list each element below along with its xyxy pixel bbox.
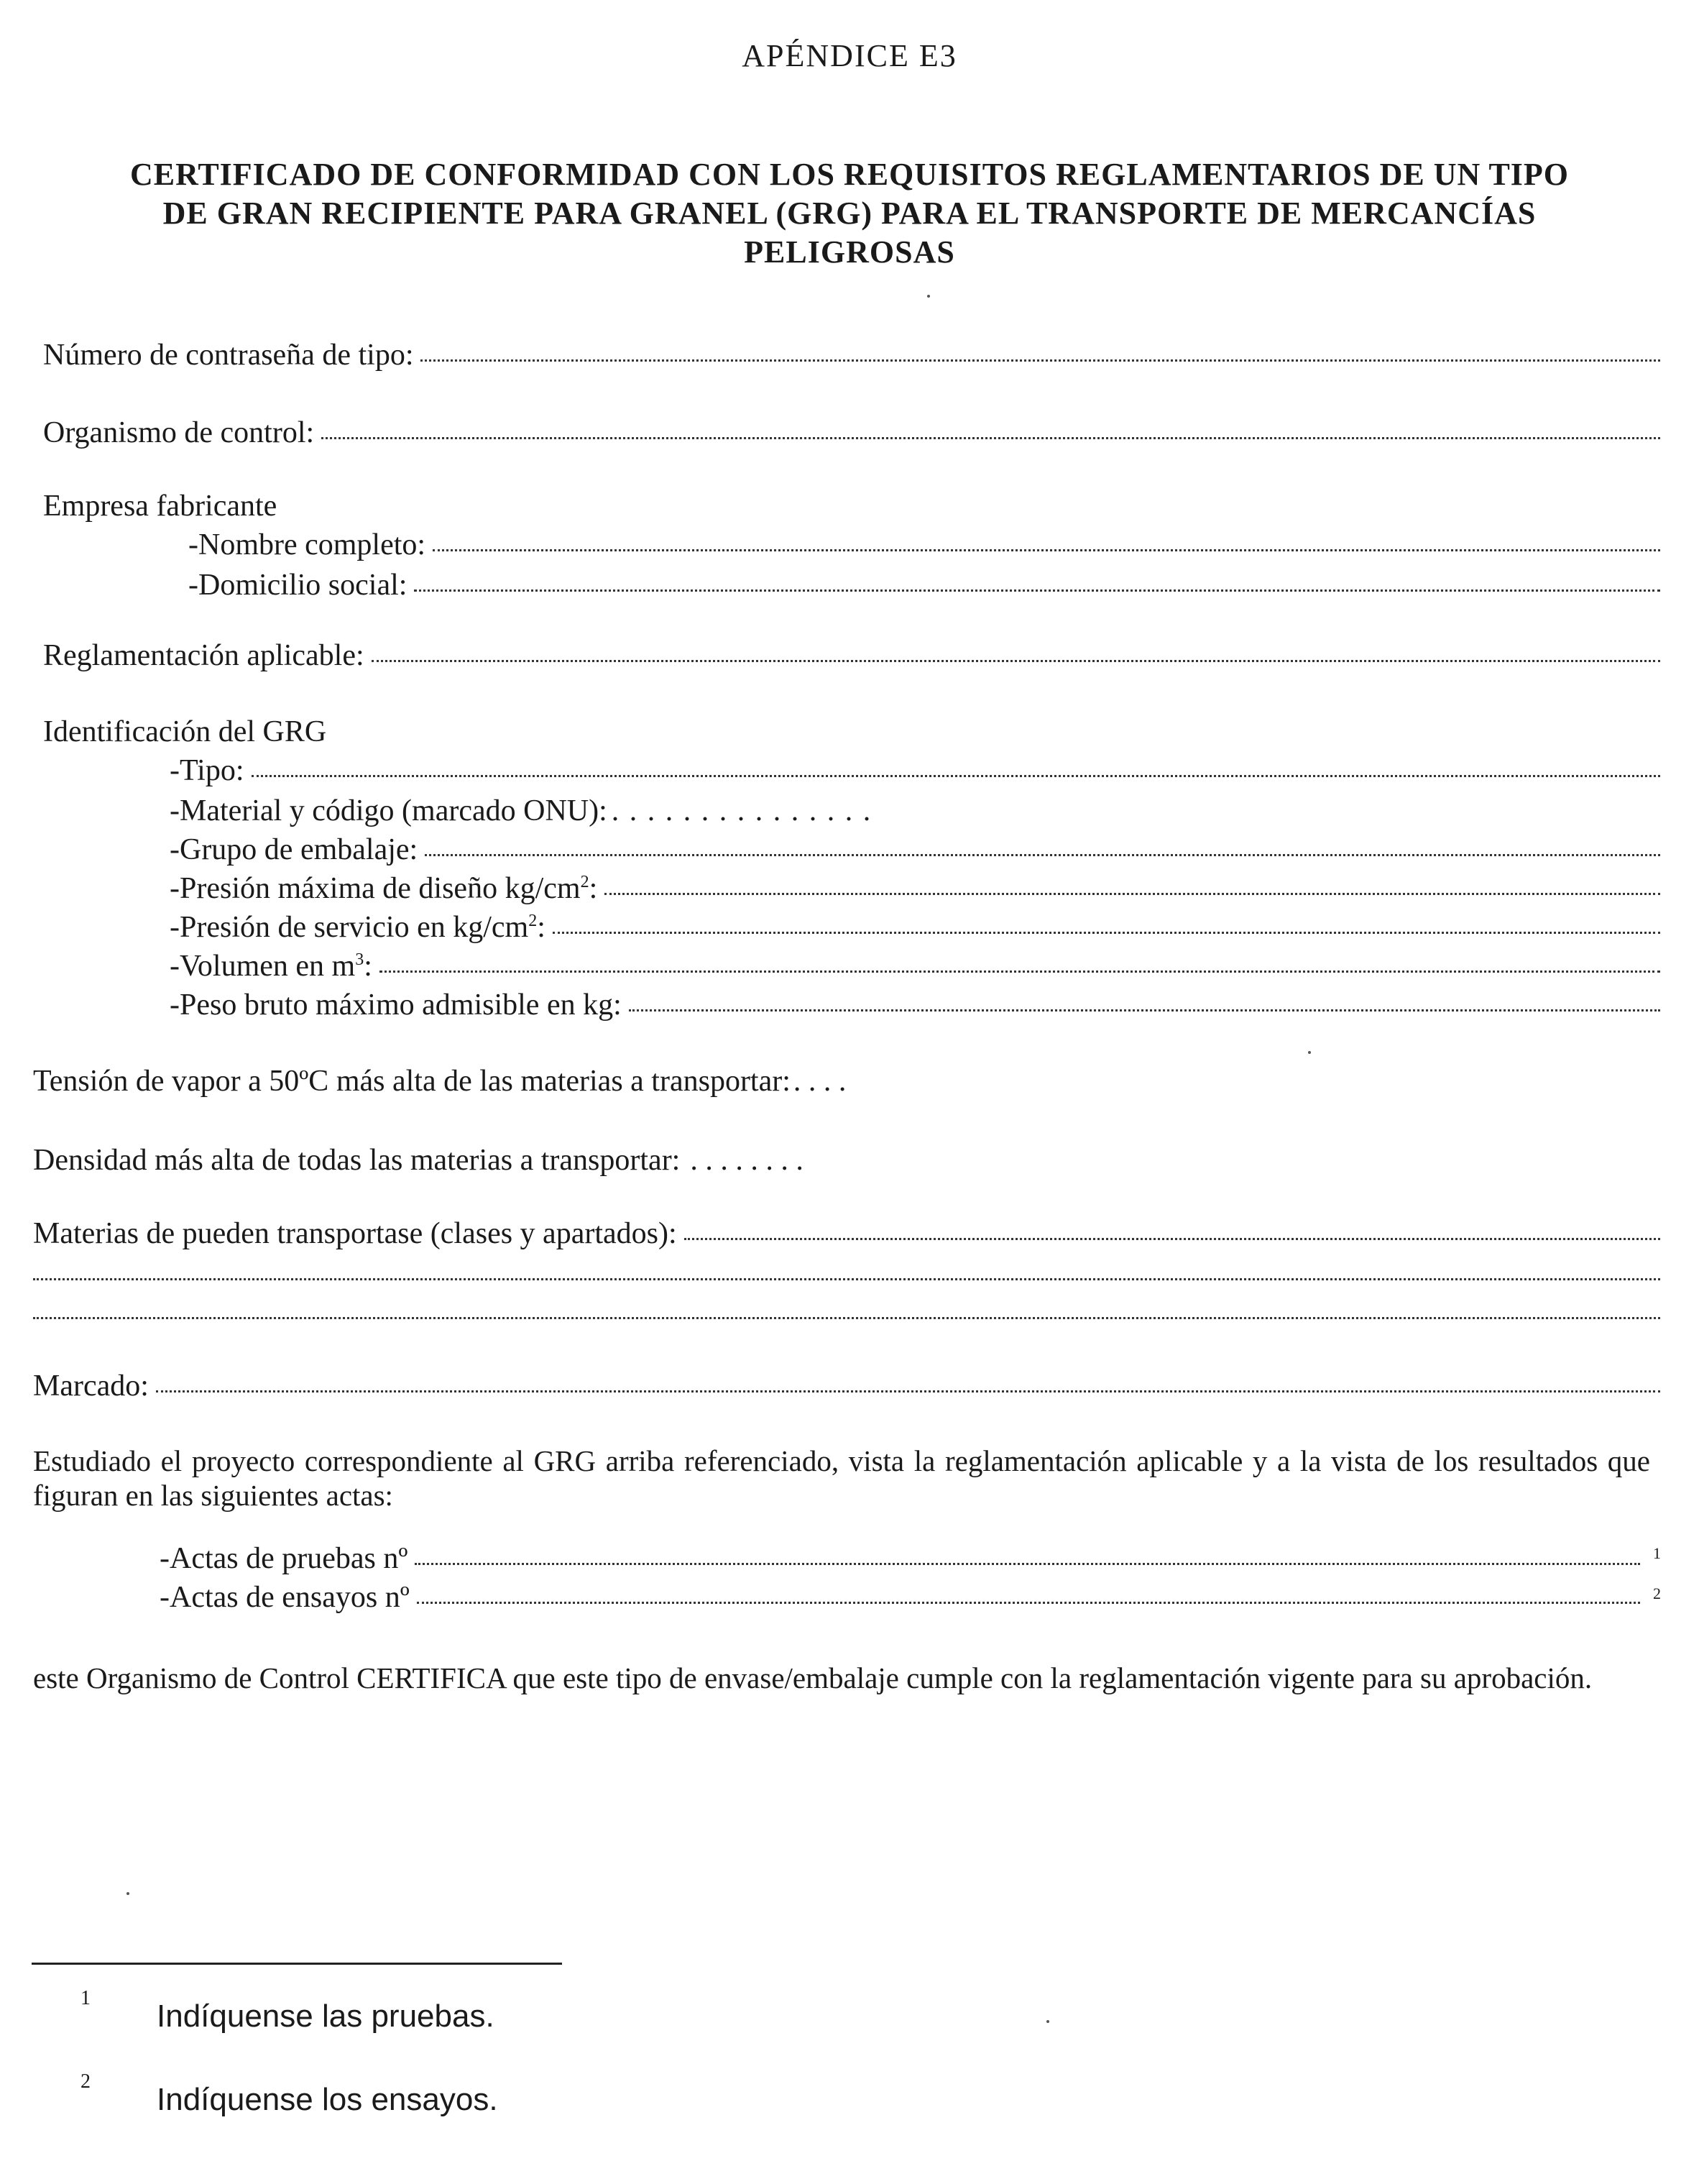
identificacion-grg-heading: Identificación del GRG bbox=[43, 715, 327, 748]
dotted-fill-line bbox=[414, 589, 1660, 592]
field-label: -Tipo: bbox=[170, 754, 244, 787]
title-line-2: DE GRAN RECIPIENTE PARA GRANEL (GRG) PARA EL TRANSPORTE DE MERCANCÍAS bbox=[162, 196, 1537, 231]
field-label: Organismo de control: bbox=[43, 416, 315, 449]
footnote-text-2: Indíquense los ensayos. bbox=[157, 2082, 498, 2117]
field-domicilio-social[interactable] bbox=[188, 568, 1660, 602]
field-reglamentacion[interactable] bbox=[43, 638, 1660, 673]
footnote-number-2: 2 bbox=[80, 2070, 91, 2093]
field-tension-vapor[interactable] bbox=[33, 1064, 846, 1098]
field-grupo-embalaje[interactable] bbox=[170, 832, 1660, 867]
empresa-fabricante-heading: Empresa fabricante bbox=[43, 490, 277, 523]
dotted-fill-line bbox=[629, 1009, 1660, 1011]
field-volumen[interactable] bbox=[170, 949, 1660, 983]
field-label: -Presión máxima de diseño $kg/cm^2$: bbox=[170, 872, 598, 905]
field-nombre-completo[interactable] bbox=[188, 528, 1660, 562]
dotted-fill-line: . . . . bbox=[793, 1065, 847, 1098]
field-marcado[interactable] bbox=[33, 1369, 1660, 1403]
field-label: -Grupo de embalaje: bbox=[170, 833, 418, 866]
field-peso-bruto[interactable] bbox=[170, 988, 1660, 1022]
footnote-number-1: 1 bbox=[80, 1987, 91, 2009]
dotted-fill-line: . . . . . . . . . . . . . . . bbox=[611, 794, 872, 827]
dotted-fill-line: . . . . . . . . bbox=[690, 1144, 804, 1177]
title-line-3: PELIGROSAS bbox=[744, 234, 955, 270]
dotted-fill-line bbox=[321, 437, 1660, 439]
field-label: -Presión de servicio en $kg/cm^2$: bbox=[170, 911, 545, 944]
field-organismo-control[interactable] bbox=[43, 416, 1660, 450]
field-label: -Actas de ensayos nº bbox=[160, 1581, 410, 1614]
scan-speck bbox=[927, 295, 930, 298]
dotted-fill-line bbox=[425, 854, 1660, 856]
dotted-fill-line bbox=[684, 1238, 1660, 1240]
field-label: Número de contraseña de tipo: bbox=[43, 339, 414, 372]
footnote-ref-2: 2 bbox=[1653, 1584, 1661, 1602]
field-label: Tensión de vapor a 50ºC más alta de las materias a transportar: bbox=[33, 1065, 791, 1098]
field-label: -Domicilio social: bbox=[188, 569, 408, 602]
field-label: -Actas de pruebas nº bbox=[160, 1542, 408, 1575]
field-densidad[interactable] bbox=[33, 1143, 804, 1178]
field-label: Densidad más alta de todas las materias a transportar: bbox=[33, 1144, 681, 1177]
dotted-fill-line bbox=[433, 549, 1660, 551]
dotted-fill-line bbox=[415, 1563, 1640, 1565]
dotted-fill-line[interactable] bbox=[33, 1278, 1660, 1280]
scan-speck bbox=[126, 1892, 129, 1895]
dotted-fill-line[interactable] bbox=[33, 1317, 1660, 1319]
dotted-fill-line bbox=[156, 1390, 1660, 1392]
dotted-fill-line bbox=[553, 932, 1660, 934]
field-label: -Peso bruto máximo admisible en kg: bbox=[170, 988, 622, 1022]
field-label: Marcado: bbox=[33, 1369, 149, 1403]
appendix-heading: APÉNDICE E3 bbox=[742, 38, 957, 73]
field-numero-contrasena[interactable] bbox=[43, 338, 1660, 372]
field-materias[interactable] bbox=[33, 1216, 1660, 1251]
dotted-fill-line bbox=[604, 893, 1660, 895]
estudiado-paragraph: Estudiado el proyecto correspondiente al GRG arriba referenciado, vista la reglamentación aplicable y a la vista de los resultados que figuran en las siguientes actas: bbox=[33, 1444, 1650, 1512]
field-label: -Nombre completo: bbox=[188, 528, 426, 561]
field-label: -Material y código (marcado ONU): bbox=[170, 794, 607, 827]
field-label: Materias de pueden transportase (clases y apartados): bbox=[33, 1217, 677, 1250]
field-label: Reglamentación aplicable: bbox=[43, 639, 364, 672]
title-line-1: CERTIFICADO DE CONFORMIDAD CON LOS REQUISITOS REGLAMENTARIOS DE UN TIPO bbox=[129, 157, 1570, 192]
field-tipo[interactable] bbox=[170, 753, 1660, 788]
field-material-codigo[interactable] bbox=[170, 794, 872, 828]
scan-speck bbox=[1046, 2020, 1049, 2023]
field-presion-servicio[interactable] bbox=[170, 910, 1660, 945]
dotted-fill-line bbox=[252, 775, 1660, 777]
field-actas-ensayos[interactable] bbox=[160, 1580, 1640, 1615]
field-actas-pruebas[interactable] bbox=[160, 1541, 1640, 1576]
field-presion-maxima[interactable] bbox=[170, 871, 1660, 906]
footnote-text-1: Indíquense las pruebas. bbox=[157, 1999, 494, 2034]
field-label: -Volumen en $m^3$: bbox=[170, 950, 372, 983]
dotted-fill-line bbox=[417, 1602, 1640, 1604]
scan-speck bbox=[1308, 1051, 1311, 1054]
footnote-divider bbox=[32, 1963, 562, 1965]
dotted-fill-line bbox=[379, 971, 1660, 973]
certifica-paragraph: este Organismo de Control CERTIFICA que este tipo de envase/embalaje cumple con la reglamentación vigente para su aprobación. bbox=[33, 1661, 1593, 1694]
certificate-title bbox=[43, 155, 1656, 272]
dotted-fill-line bbox=[420, 359, 1660, 362]
footnote-ref-1: 1 bbox=[1653, 1544, 1661, 1562]
dotted-fill-line bbox=[372, 660, 1660, 662]
